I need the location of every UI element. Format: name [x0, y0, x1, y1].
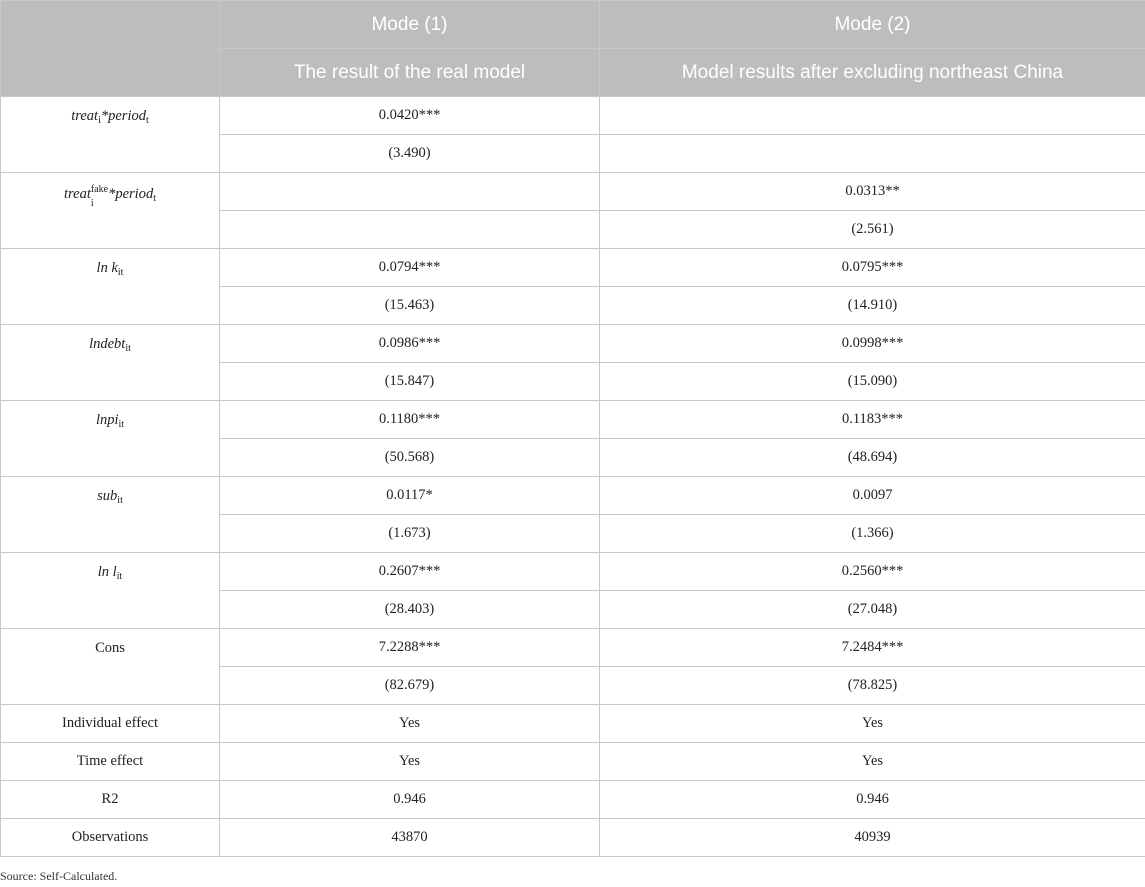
tstat-cell: (1.673) [220, 515, 600, 553]
variable-label: treat$_i$*period$_t$ [1, 97, 220, 173]
coef-cell: 0.1183*** [600, 401, 1145, 439]
coef-cell: 0.2607*** [220, 553, 600, 591]
coef-cell: 0.0117* [220, 477, 600, 515]
header-desc-2: Model results after excluding northeast China [600, 49, 1145, 97]
value-cell: 40939 [600, 819, 1145, 857]
tstat-cell: (1.366) [600, 515, 1145, 553]
table-row [1, 629, 1145, 667]
coef-cell: 0.0986*** [220, 325, 600, 363]
table-row [1, 705, 1145, 743]
row-label: Individual effect [1, 705, 220, 743]
tstat-cell: (15.463) [220, 287, 600, 325]
variable-label: lnpi$_{it}$ [1, 401, 220, 477]
table-row [1, 781, 1145, 819]
coef-cell: 0.0794*** [220, 249, 600, 287]
variable-label: $\ln l_{it}$ [1, 553, 220, 629]
tstat-cell: (15.090) [600, 363, 1145, 401]
header-desc-1: The result of the real model [220, 49, 600, 97]
table-row [1, 477, 1145, 515]
table-row [1, 173, 1145, 211]
variable-subscript: i [90, 198, 94, 209]
header-mode-2: Mode (2) [600, 1, 1145, 49]
variable-label: lndebt$_{it}$ [1, 325, 220, 401]
tstat-cell [220, 211, 600, 249]
tstat-cell: (82.679) [220, 667, 600, 705]
header-mode-1: Mode (1) [220, 1, 600, 49]
tstat-cell: (14.910) [600, 287, 1145, 325]
value-cell: Yes [220, 705, 600, 743]
value-cell: 0.946 [220, 781, 600, 819]
table-row [1, 553, 1145, 591]
value-cell: Yes [600, 705, 1145, 743]
tstat-cell: (3.490) [220, 135, 600, 173]
table-row [1, 97, 1145, 135]
value-cell: Yes [600, 743, 1145, 781]
variable-label: treat$^{fake}$ i *period$_t$ [1, 173, 220, 249]
tstat-cell: (15.847) [220, 363, 600, 401]
table-row [1, 401, 1145, 439]
coef-cell: 0.2560*** [600, 553, 1145, 591]
value-cell: 0.946 [600, 781, 1145, 819]
source-note: Source: Self-Calculated. [0, 869, 118, 883]
tstat-cell: (48.694) [600, 439, 1145, 477]
coef-cell: 0.1180*** [220, 401, 600, 439]
header-corner [1, 1, 220, 97]
variable-label: $\ln k_{it}$ [1, 249, 220, 325]
row-label: R2 [1, 781, 220, 819]
value-cell: Yes [220, 743, 600, 781]
tstat-cell: (27.048) [600, 591, 1145, 629]
coef-cell: 0.0795*** [600, 249, 1145, 287]
coef-cell: 7.2484*** [600, 629, 1145, 667]
tstat-cell: (2.561) [600, 211, 1145, 249]
coef-cell [220, 173, 600, 211]
coef-cell [600, 97, 1145, 135]
row-label: Observations [1, 819, 220, 857]
tstat-cell: (28.403) [220, 591, 600, 629]
value-cell: 43870 [220, 819, 600, 857]
row-label: Time effect [1, 743, 220, 781]
coef-cell: 7.2288*** [220, 629, 600, 667]
tstat-cell: (78.825) [600, 667, 1145, 705]
coef-cell: 0.0313** [600, 173, 1145, 211]
variable-label: sub$_{it}$ [1, 477, 220, 553]
variable-label: Cons [1, 629, 220, 705]
tstat-cell [600, 135, 1145, 173]
tstat-cell: (50.568) [220, 439, 600, 477]
coef-cell: 0.0097 [600, 477, 1145, 515]
coef-cell: 0.0998*** [600, 325, 1145, 363]
table-row [1, 743, 1145, 781]
table-row [1, 819, 1145, 857]
table-row [1, 249, 1145, 287]
coef-cell: 0.0420*** [220, 97, 600, 135]
table-row [1, 325, 1145, 363]
